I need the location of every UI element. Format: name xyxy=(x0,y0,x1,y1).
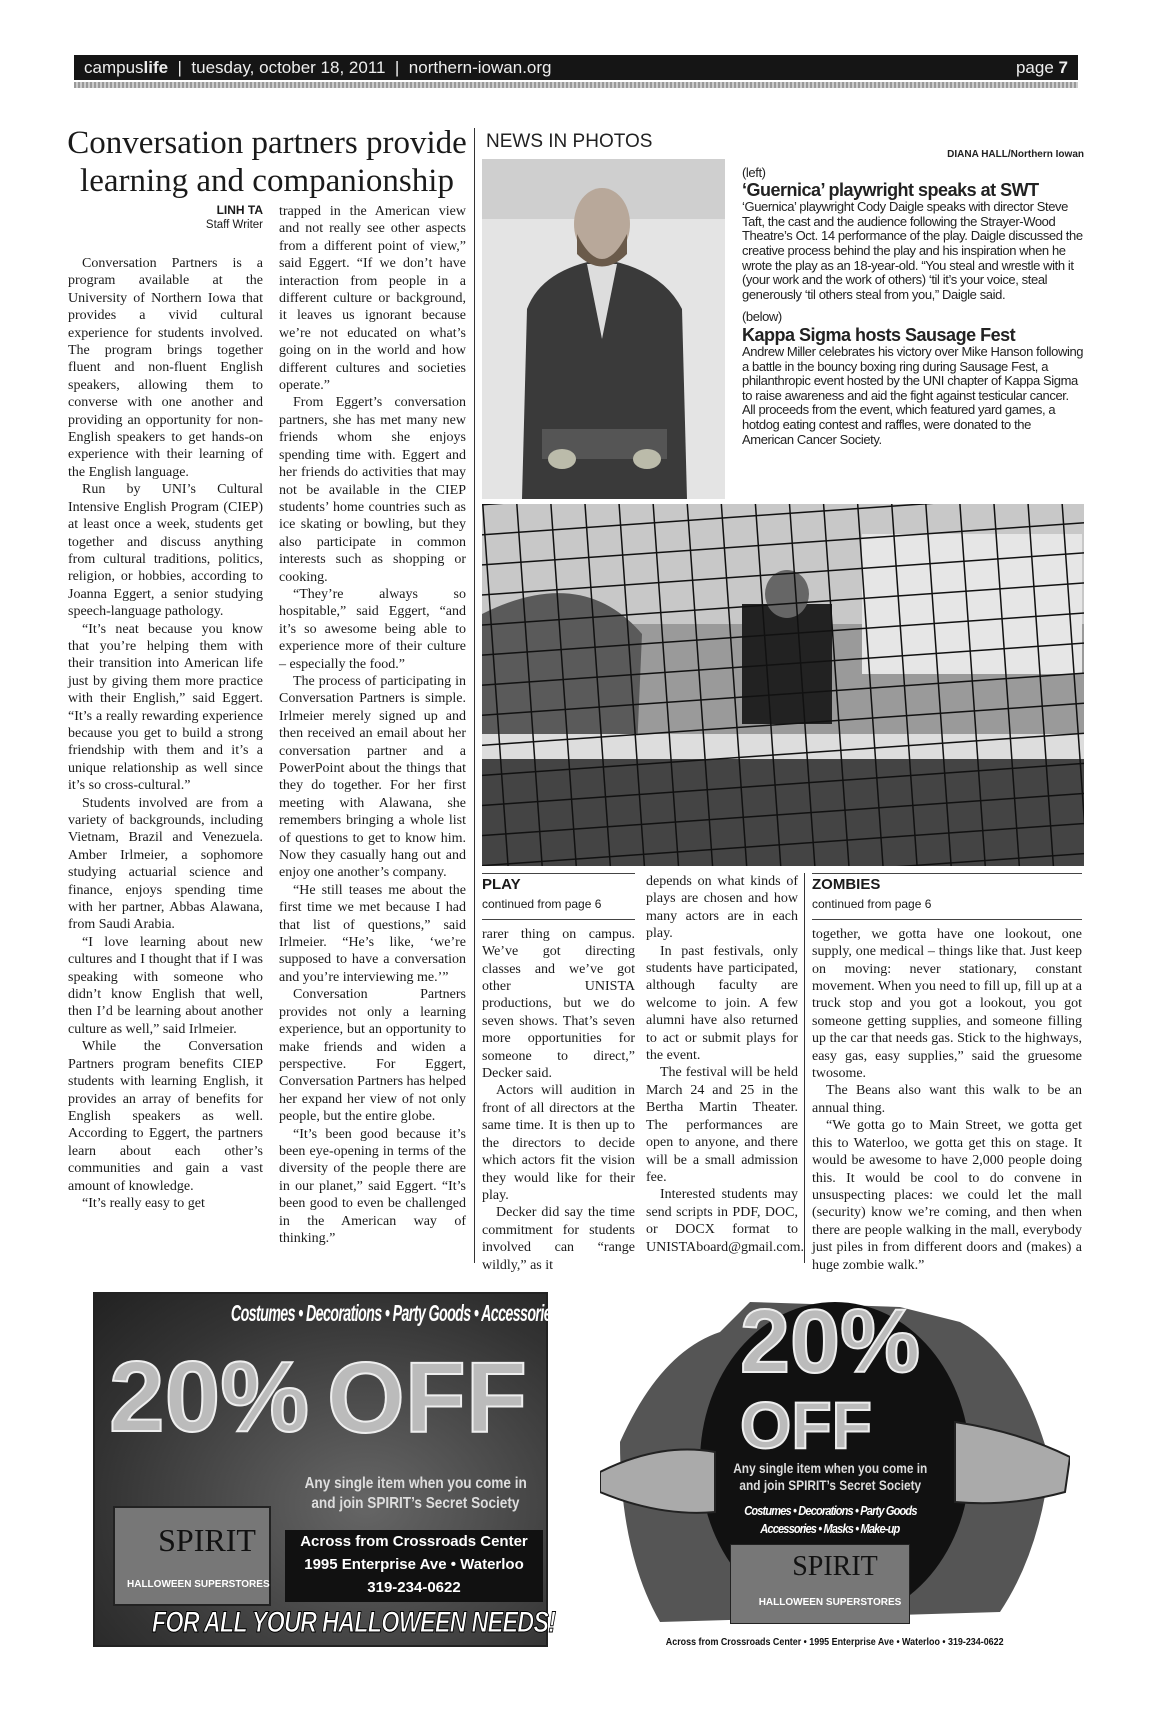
caption-title: ‘Guernica’ playwright speaks at SWT xyxy=(742,180,1039,201)
page-header-bar xyxy=(74,55,1078,80)
paragraph: together, we gotta have one lookout, one supply, one medical – things like that. Just keep on moving: never stationary, constant movement. When you need to fill up, fill up at a truck stop and you got a lookout, you got someone getting supplies, and someone filling up the car that needs gas. Stick to the highways, easy gas, easy supplies,” said the gruesome twosome. xyxy=(812,926,1082,1082)
ad-tagline: FOR ALL YOUR HALLOWEEN NEEDS! xyxy=(151,1606,556,1639)
paragraph: The festival will be held March 24 and 25 in the Bertha Martin Theater. The performances are open to anyone, and there will be a small admission fee. xyxy=(646,1065,798,1185)
spirit-logo xyxy=(730,1544,910,1624)
caption-text: ‘Guernica’ playwright Cody Daigle speaks with director Steve Taft, the cast and the audience following the Strayer-Wood Theatre’s Oct. 14 performance of the play. Daigle discussed the creative process behind the play and his inspiration when he wrote the play as an 18-year-old. “You steal and wrestle with it (your work and the work of others) ‘til it’s your voice, steal generously ‘til others steal from you,” Daigle said. xyxy=(742,199,1083,302)
section-name: campus xyxy=(84,58,144,77)
photo-credit: DIANA HALL/Northern Iowan xyxy=(947,149,1084,160)
zombies-column xyxy=(812,873,1082,1274)
paragraph: Decker did say the time commitment for students involved can “range wildly,” as it xyxy=(482,1205,635,1273)
paragraph: While the Conversation Partners program benefits CIEP students with learning English, it provides an array of benefits for English speakers as well. According to Eggert, the partners learn about each other’s communities and gain a vast amount of knowledge. xyxy=(68,1039,263,1194)
page-num: 7 xyxy=(1058,58,1068,77)
column-divider xyxy=(804,873,805,1263)
column-divider xyxy=(474,128,475,1263)
paragraph: “It’s really easy to get xyxy=(82,1195,205,1211)
play-continued: continued from page 6 xyxy=(482,897,602,912)
play-section-head xyxy=(482,873,635,920)
byline xyxy=(68,203,263,233)
paragraph: In past festivals, only students have participated, although faculty are welcome to join. A few alumni have also returned to act or submit plays for the event. xyxy=(646,943,798,1064)
paragraph: “It’s neat because you know that you’re helping them with their transition into American life just by giving them more practice with their English,” said Eggert. “It’s a really rewarding experience because you get to build a strong friendship with them and it’s a unique relationship as well since it’s so cross-cultural.” xyxy=(68,621,263,794)
paragraph: “It’s been good because it’s been eye-opening in terms of the diversity of the people there are in our planet,” said Eggert. “It’s been good to even be challenged in the American way of thinking.” xyxy=(279,1126,466,1246)
article-headline: Conversation partners provide learning and companionship xyxy=(67,125,467,199)
play-column-1 xyxy=(482,873,635,1274)
ad-address-box xyxy=(285,1530,543,1602)
ad-off: OFF xyxy=(327,1342,527,1454)
header-rule xyxy=(74,82,1078,88)
caption-position: (left) xyxy=(742,164,766,180)
zombies-title: ZOMBIES xyxy=(812,876,881,893)
paragraph: “He still teases me about the first time we met because I had that list of questions,” said Irlmeier. “He’s like, ‘we’re supposed to have a conversation and you’re interviewing me.’” xyxy=(279,882,466,985)
photo-captions xyxy=(742,148,1084,447)
ad-offer-line: Any single item when you come in xyxy=(304,1475,527,1492)
paragraph: rarer thing on campus. We’ve got directing classes and we’ve got other UNISTA productions, but we do seven shows. That’s seven more opportunities for someone to direct,” Decker said. xyxy=(482,926,635,1082)
paragraph: The Beans also want this walk to be an annual thing. xyxy=(812,1083,1082,1116)
site-url[interactable]: northern-iowan.org xyxy=(408,58,552,77)
section-label: NEWS IN PHOTOS xyxy=(486,131,653,152)
article-column-2 xyxy=(279,203,466,1247)
spirit-ad-right[interactable] xyxy=(600,1292,1070,1648)
paragraph: The process of participating in Conversation Partners is simple. Irlmeier merely signed up and then received an email about her conversation partner and a PowerPoint about the things that they do together. For her first meeting with Alawana, she remembers bringing a whole list of questions to get to know him. Now they casually hang out and enjoy one another’s company. xyxy=(279,673,466,881)
ad-offer-line: Any single item when you come in xyxy=(732,1461,928,1476)
paragraph: “I love learning about new cultures and I thought that if I was speaking with someone who didn’t know English that well, then I’d be learning about another culture as well,” said Irlmeier. xyxy=(68,934,263,1037)
ad-product-line: Costumes • Decorations • Party Goods • Accessories • Masks • Make-up xyxy=(230,1300,675,1326)
caption-text: Andrew Miller celebrates his victory over Mike Hanson following a battle in the bouncy boxing ring during Sausage Fest, a philanthropic event hosted by the UNI chapter of Kappa Sigma to raise awareness and aid the fight against testicular cancer. All proceeds from the event, which featured yard games, a hotdog eating contest and raffles, were donated to the American Cancer Society. xyxy=(742,343,1084,447)
ad-address: 1995 Enterprise Ave • Waterloo xyxy=(304,1556,524,1573)
paragraph: Students involved are from a variety of backgrounds, including Vietnam, Brazil and Venezuela. Amber Irlmeier, a sophomore studying actuarial science and finance, enjoys spending time with her partner, Abbas Alawana, from Saudi Arabia. xyxy=(68,795,263,933)
bouncy-boxing-photo xyxy=(482,504,1084,866)
playwright-photo xyxy=(482,159,725,499)
ad-phone: 319-234-0622 xyxy=(367,1579,461,1596)
caption-position: (below) xyxy=(742,309,782,325)
ad-discount: 20% xyxy=(109,1341,310,1453)
ad-product-line: Accessories • Masks • Make-up xyxy=(760,1521,900,1536)
ad-brand-sub: HALLOWEEN SUPERSTORES xyxy=(758,1597,902,1608)
ad-footer: Across from Crossroads Center • 1995 Enterprise Ave • Waterloo • 319-234-0622 xyxy=(666,1636,1004,1648)
spirit-logo xyxy=(113,1506,271,1606)
ad-brand: SPIRIT xyxy=(158,1522,256,1558)
section-name-bold: life xyxy=(143,58,169,77)
spirit-ad-left[interactable] xyxy=(93,1292,675,1647)
ad-product-line: Costumes • Decorations • Party Goods xyxy=(743,1503,917,1518)
ad-off: OFF xyxy=(740,1388,872,1462)
ad-address: Across from Crossroads Center xyxy=(300,1533,528,1550)
ad-offer-line: and join SPIRIT’s Secret Society xyxy=(739,1478,921,1493)
paragraph: From Eggert’s conversation partners, she has met many new friends whom she enjoys spending time with. Eggert and her friends do activities that may not be available in the CIEP students’ home countries such as ice skating or bowling, but they also participate in common interests such as shopping or cooking. xyxy=(279,395,466,585)
ad-brand-sub: HALLOWEEN SUPERSTORES xyxy=(127,1579,270,1590)
paragraph: depends on what kinds of plays are chosen and how many actors are in each play. xyxy=(646,874,798,942)
play-title: PLAY xyxy=(482,876,521,893)
issue-date: tuesday, october 18, 2011 xyxy=(191,58,386,77)
zombies-continued: continued from page 6 xyxy=(812,897,932,912)
author-name: LINH TA xyxy=(216,203,263,217)
paragraph: Conversation Partners is a program available at the University of Northern Iowa that provides a vivid cultural experience for students involved. The program brings together fluent and non-fluent English speakers, allowing them to converse with one another and providing an opportunity for non-English speakers to get hands-on experience with their learning of the English language. xyxy=(68,256,263,480)
zombies-section-head xyxy=(812,873,1082,920)
paragraph: Actors will audition in front of all directors at the same time. It is then up to the directors to decide which actors fit the vision they would like for their play. xyxy=(482,1083,635,1203)
author-role: Staff Writer xyxy=(205,219,263,231)
page-label: page xyxy=(1015,58,1054,77)
header-left: campuslife | tuesday, october 18, 2011 | northern-iowan.org xyxy=(84,58,552,77)
ad-brand: SPIRIT xyxy=(792,1551,878,1582)
paragraph: “They’re always so hospitable,” said Eggert, “and it’s so awesome being able to experience more of their culture – especially the food.” xyxy=(279,586,466,672)
play-column-2 xyxy=(646,873,804,1256)
paragraph: trapped in the American view and not really see other aspects from a different point of view,” said Eggert. “If we don’t have interaction from people in a different culture or background, it leaves us ignorant because we’re not educated on what’s going on in the world and how different cultures and societies operate.” xyxy=(279,204,466,394)
page-number xyxy=(1016,55,1068,80)
ad-product-lines xyxy=(710,1502,950,1538)
caption-title: Kappa Sigma hosts Sausage Fest xyxy=(742,324,1016,345)
article-column-1 xyxy=(68,203,263,1212)
ad-offer-line: and join SPIRIT’s Secret Society xyxy=(310,1495,520,1512)
paragraph: Conversation Partners provides not only a learning experience, but an opportunity to make friends and widen a perspective. For Eggert, Conversation Partners has helped her expand her view of not only people, but the entire globe. xyxy=(279,987,467,1125)
ad-discount: 20% xyxy=(740,1292,921,1392)
paragraph: Interested students may send scripts in PDF, DOC, or DOCX format to UNISTAboard@gmail.com. xyxy=(646,1187,804,1255)
paragraph: Run by UNI’s Cultural Intensive English Program (CIEP) at least once a week, students get together and discuss anything from cultural traditions, politics, religion, or hobbies, according to Joanna Eggert, a senior studying speech-language pathology. xyxy=(68,482,263,620)
paragraph: “We gotta go to Main Street, we gotta get this to Waterloo, we gotta get this on stage. It would be awesome to have 2,000 people doing this. It would be cool to do convene in unsuspecting places: we could let the mall (security) know we’re coming, and then when there are people walking in the mall, everybody just piles in from different doors and (makes) a huge zombie walk.” xyxy=(812,1118,1082,1273)
